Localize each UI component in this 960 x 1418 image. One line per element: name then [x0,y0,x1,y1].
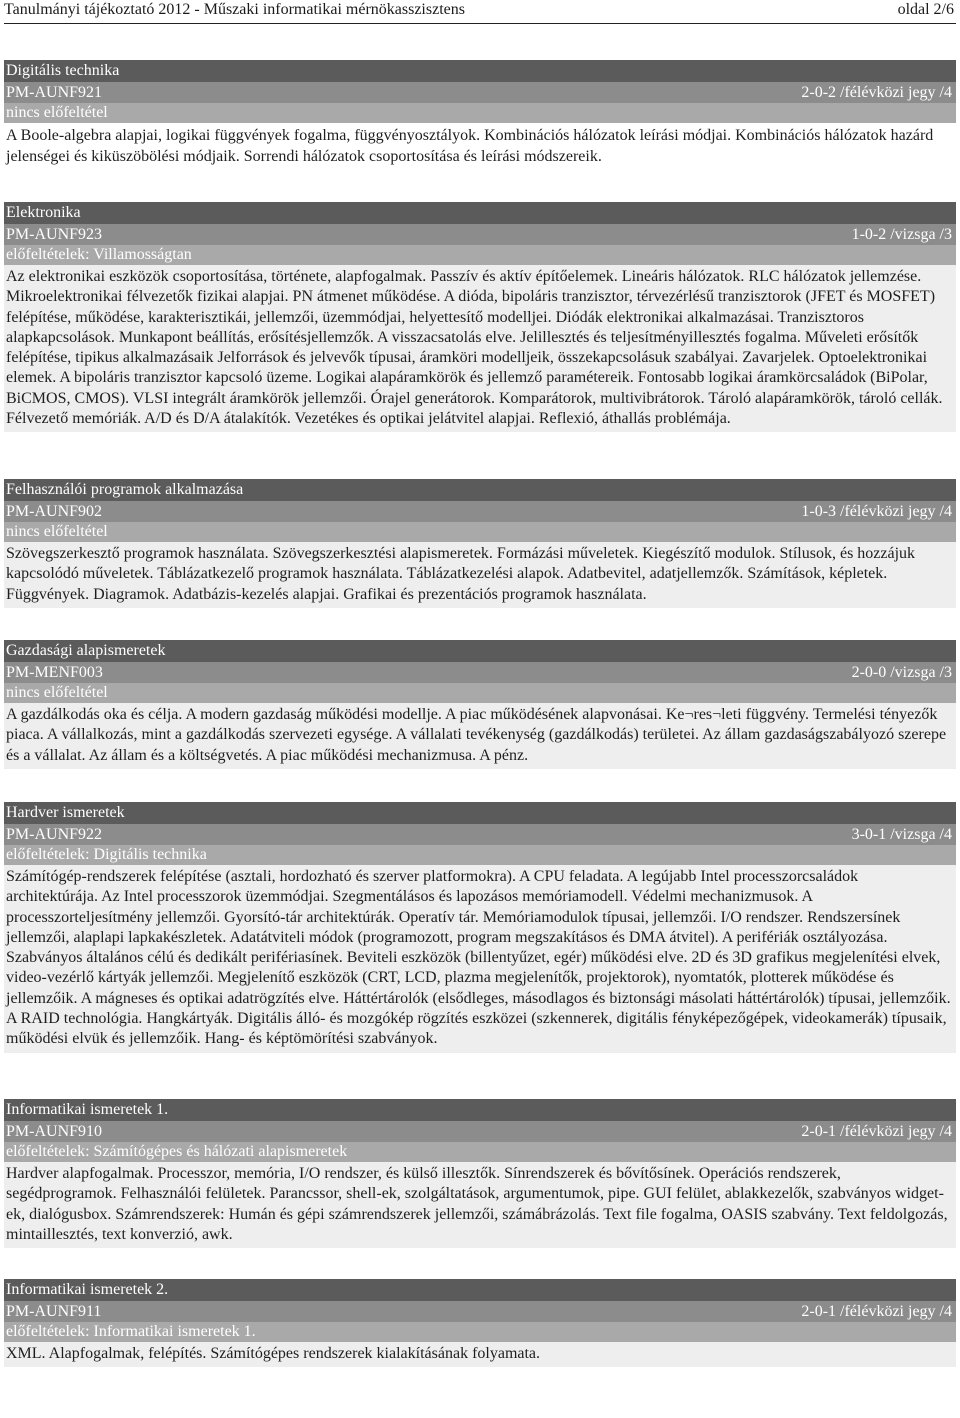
course-credit: 2-0-2 /félévközi jegy /4 [801,84,952,101]
course-prerequisite: előfeltételek: Számítógépes és hálózati alapismeretek [4,1142,956,1162]
course-prerequisite: előfeltételek: Informatikai ismeretek 1. [4,1322,956,1342]
course-name: Gazdasági alapismeretek [4,640,956,662]
header-rule [4,23,956,24]
course-description: Hardver alapfogalmak. Processzor, memória, I/O rendszer, és külső illesztők. Sínrendszerek és bővítősínek. Operációs rendszerek, segédprogramok. Felhasználói felületek. Parancssor, shell-ek, szolgáltatások, argumentumok, pipe. GUI felület, ablakkezelők, szabványos widget-ek, dialógusbox. Számrendszerek: Humán és gépi számrendszerek jellemzői, számábrázolás. Text file fogalma, OASIS szabvány. Text feldolgozás, mintaillesztés, text konverzió, awk. [4,1162,956,1248]
course-block-elektronika [4,202,956,432]
course-prerequisite: nincs előfeltétel [4,103,956,123]
course-credit: 1-0-3 /félévközi jegy /4 [801,503,952,520]
course-code: PM-AUNF911 [6,1303,102,1320]
course-credit: 1-0-2 /vizsga /3 [851,226,952,243]
course-code: PM-AUNF910 [6,1123,103,1140]
page-header [4,0,954,22]
course-code: PM-MENF003 [6,664,103,681]
course-code-row [4,82,956,103]
course-name: Informatikai ismeretek 1. [4,1099,956,1121]
course-credit: 2-0-1 /félévközi jegy /4 [801,1303,952,1320]
course-name: Digitális technika [4,60,956,82]
course-name: Elektronika [4,202,956,224]
course-description: Az elektronikai eszközök csoportosítása, története, alapfogalmak. Passzív és aktív építőelemek. Lineáris hálózatok. RLC hálózatok jellemzése. Mikroelektronikai félvezetők fizikai alapjai. PN átmenet működése. A dióda, bipoláris tranzisztor, térvezérlésű tranzisztorok (JFET és MOSFET) felépítése, működése, karakterisztikái, jellemzői, üzemmódjai, helyettesítő modelljei. Diódák elektronikai alkalmazásai. Tranzisztoros alapkapcsolások. Munkapont beállítás, erősítésjellemzők. A visszacsatolás elve. Jelillesztés és teljesítményillesztés fogalma. Műveleti erősítők felépítése, tipikus alkalmazásaik Jelforrások és jelvevők típusai, áramköri modelljeik, összekapcsolásuk szabályai. Zavarjelek. Optoelektronikai elemek. A bipoláris tranzisztor kapcsoló üzeme. Logikai alapáramkörök és jellemző paramétereik. Fontosabb logikai áramkörcsaládok (BiPolar, BiCMOS, CMOS). VLSI integrált áramkörök jellemzői. Órajel generátorok. Komparátorok, multivibrátorok. Tároló alapáramkörök, tároló cellák. Félvezető memóriák. A/D és D/A átalakítók. Vezetékes és optikai jelátvitel alapjai. Reflexió, áthallás problémája. [4,265,956,432]
course-code-row [4,824,956,845]
course-block-informatikai-ismeretek-1 [4,1099,956,1248]
course-description: Számítógép-rendszerek felépítése (asztali, hordozható és szerver platformokra). A CPU feladata. A legújabb Intel processzorcsaládok architektúrája. Az Intel processzorok üzemmódjai. Szegmentálásos és lapozásos memóriamodell. Védelmi mechanizmusok. A processzorteljesítmény jellemzői. Gyorsító-tár architektúrák. Operatív tár. Memóriamodulok típusai, jellemzői. I/O rendszer. Rendszersínek jellemzői, alaplapi lapkakészletek. Adatátviteli módok (programozott, program megszakításos és DMA átvitel). A perifériák osztályozása. Szabványos általános célú és dedikált perifériasínek. Beviteli eszközök (billentyűzet, egér) működési elve. 2D és 3D grafikus megjelenítési elvek, video-vezérlő kártyák jellemzői. Megjelenítő eszközök (CRT, LCD, plazma megjelenítők, projektorok), nyomtatók, plotterek működése és jellemzőik. A mágneses és optikai adatrögzítés elve. Háttértárolók (elsődleges, másodlagos és biztonsági másolati háttértárolók) típusai, jellemzőik. A RAID technológia. Hangkártyák. Digitális álló- és mozgókép rögzítés eszközei (szkennerek, digitális fényképezőgépek, videokamerák) típusaik, működési elvük és jellemzőik. Hang- és képtömörítési szabványok. [4,865,956,1053]
course-block-informatikai-ismeretek-2 [4,1279,956,1367]
course-description: A Boole-algebra alapjai, logikai függvények fogalma, függvényosztályok. Kombinációs hálózatok leírási módjai. Kombinációs hálózatok hazárd jelenségei és kiküszöbölési módjaik. Sorrendi hálózatok csoportosítása és leírási módszereik. [4,123,956,170]
course-code: PM-AUNF922 [6,826,103,843]
course-description: Szövegszerkesztő programok használata. Szövegszerkesztési alapismeretek. Formázási műveletek. Kiegészítő modulok. Stílusok, és hozzájuk kapcsolódó műveletek. Táblázatkezelő programok használata. Táblázatkezelési alapok. Adatbevitel, adatjellemzők. Számítások, képletek. Függvények. Diagramok. Adatbázis-kezelés alapjai. Grafikai és prezentációs programok használata. [4,542,956,608]
course-code: PM-AUNF923 [6,226,103,243]
course-code-row [4,662,956,683]
course-block-felhasznaloi-programok [4,479,956,608]
course-code-row [4,224,956,245]
document-title: Tanulmányi tájékoztató 2012 - Műszaki informatikai mérnökasszisztens [4,1,465,18]
course-code: PM-AUNF902 [6,503,103,520]
course-block-gazdasagi-alapismeretek [4,640,956,769]
course-credit: 2-0-1 /félévközi jegy /4 [801,1123,952,1140]
course-name: Hardver ismeretek [4,802,956,824]
course-prerequisite: előfeltételek: Digitális technika [4,845,956,865]
course-description: A gazdálkodás oka és célja. A modern gazdaság működési modellje. A piac működésének alapvonásai. Ke¬res¬leti függvény. Termelési tényezők piaca. A vállalkozás, mint a gazdálkodás szervezeti egysége. A vállalati tevékenység (gazdálkodás) területei. Az állam gazdaságszabályozó szerepe és a vállalat. Az állam és a költségvetés. A piac működési mechanizmusa. A pénz. [4,703,956,769]
course-code-row [4,1301,956,1322]
page-number: oldal 2/6 [897,1,954,18]
course-prerequisite: nincs előfeltétel [4,522,956,542]
course-code-row [4,501,956,522]
course-code: PM-AUNF921 [6,84,103,101]
course-credit: 2-0-0 /vizsga /3 [851,664,952,681]
course-prerequisite: nincs előfeltétel [4,683,956,703]
course-name: Informatikai ismeretek 2. [4,1279,956,1301]
course-block-hardver-ismeretek [4,802,956,1053]
course-credit: 3-0-1 /vizsga /4 [851,826,952,843]
course-description: XML. Alapfogalmak, felépítés. Számítógépes rendszerek kialakításának folyamata. [4,1342,956,1367]
course-code-row [4,1121,956,1142]
course-block-digitalis-technika [4,60,956,170]
course-prerequisite: előfeltételek: Villamosságtan [4,245,956,265]
course-name: Felhasználói programok alkalmazása [4,479,956,501]
